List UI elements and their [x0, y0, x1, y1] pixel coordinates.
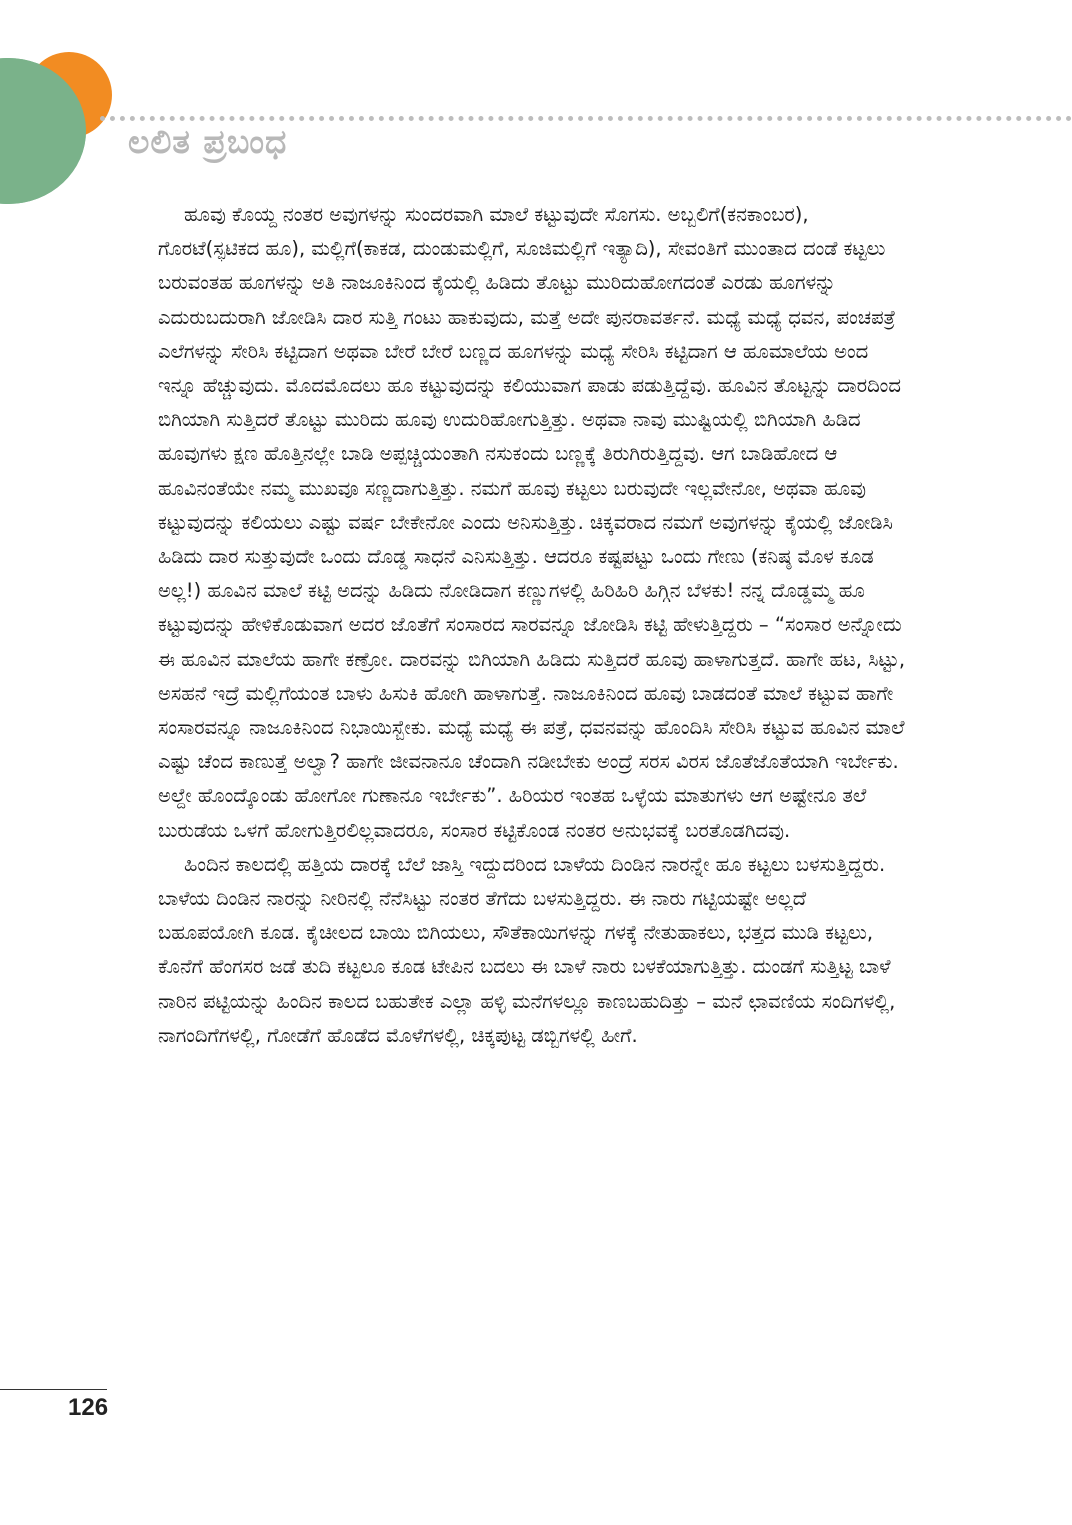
- paragraph-1: ಹೂವು ಕೊಯ್ದ ನಂತರ ಅವುಗಳನ್ನು ಸುಂದರವಾಗಿ ಮಾಲೆ ಕಟ್ಟುವುದೇ ಸೊಗಸು. ಅಬ್ಬಲಿಗೆ(ಕನಕಾಂಬರ), ಗೊರಟೆ(ಸ್ಫಟಿಕದ ಹೂ), ಮಲ್ಲಿಗೆ(ಕಾಕಡ, ದುಂಡುಮಲ್ಲಿಗೆ, ಸೂಜಿಮಲ್ಲಿಗೆ ಇತ್ಯಾದಿ), ಸೇವಂತಿಗೆ ಮುಂತಾದ ದಂಡೆ ಕಟ್ಟಲು ಬರುವಂತಹ ಹೂಗಳನ್ನು ಅತಿ ನಾಜೂಕಿನಿಂದ ಕೈಯಲ್ಲಿ ಹಿಡಿದು ತೊಟ್ಟು ಮುರಿದುಹೋಗದಂತೆ ಎರಡು ಹೂಗಳನ್ನು ಎದುರುಬದುರಾಗಿ ಜೋಡಿಸಿ ದಾರ ಸುತ್ತಿ ಗಂಟು ಹಾಕುವುದು, ಮತ್ತೆ ಅದೇ ಪುನರಾವರ್ತನೆ. ಮಧ್ಯೆ ಮಧ್ಯೆ ಧವನ, ಪಂಚಪತ್ರೆ ಎಲೆಗಳನ್ನು ಸೇರಿಸಿ ಕಟ್ಟಿದಾಗ ಅಥವಾ ಬೇರೆ ಬೇರೆ ಬಣ್ಣದ ಹೂಗಳನ್ನು ಮಧ್ಯೆ ಸೇರಿಸಿ ಕಟ್ಟಿದಾಗ ಆ ಹೂಮಾಲೆಯ ಅಂದ ಇನ್ನೂ ಹೆಚ್ಚುವುದು. ಮೊದಮೊದಲು ಹೂ ಕಟ್ಟುವುದನ್ನು ಕಲಿಯುವಾಗ ಪಾಡು ಪಡುತ್ತಿದ್ದೆವು. ಹೂವಿನ ತೊಟ್ಟನ್ನು ದಾರದಿಂದ ಬಿಗಿಯಾಗಿ ಸುತ್ತಿದರೆ ತೊಟ್ಟು ಮುರಿದು ಹೂವು ಉದುರಿಹೋಗುತ್ತಿತ್ತು. ಅಥವಾ ನಾವು ಮುಷ್ಟಿಯಲ್ಲಿ ಬಿಗಿಯಾಗಿ ಹಿಡಿದ ಹೂವುಗಳು ಕ್ಷಣ ಹೊತ್ತಿನಲ್ಲೇ ಬಾಡಿ ಅಪ್ಪಚ್ಚಿಯಂತಾಗಿ ನಸುಕಂದು ಬಣ್ಣಕ್ಕೆ ತಿರುಗಿರುತ್ತಿದ್ದವು. ಆಗ ಬಾಡಿಹೋದ ಆ ಹೂವಿನಂತೆಯೇ ನಮ್ಮ ಮುಖವೂ ಸಣ್ಣದಾಗುತ್ತಿತ್ತು. ನಮಗೆ ಹೂವು ಕಟ್ಟಲು ಬರುವುದೇ ಇಲ್ಲವೇನೋ, ಅಥವಾ ಹೂವು ಕಟ್ಟುವುದನ್ನು ಕಲಿಯಲು ಎಷ್ಟು ವರ್ಷ ಬೇಕೇನೋ ಎಂದು ಅನಿಸುತ್ತಿತ್ತು. ಚಿಕ್ಕವರಾದ ನಮಗೆ ಅವುಗಳನ್ನು ಕೈಯಲ್ಲಿ ಜೋಡಿಸಿ ಹಿಡಿದು ದಾರ ಸುತ್ತುವುದೇ ಒಂದು ದೊಡ್ಡ ಸಾಧನೆ ಎನಿಸುತ್ತಿತ್ತು. ಆದರೂ ಕಷ್ಟಪಟ್ಟು ಒಂದು ಗೇಣು (ಕನಿಷ್ಠ ಮೊಳ ಕೂಡ ಅಲ್ಲ!) ಹೂವಿನ ಮಾಲೆ ಕಟ್ಟಿ ಅದನ್ನು ಹಿಡಿದು ನೋಡಿದಾಗ ಕಣ್ಣುಗಳಲ್ಲಿ ಹಿರಿಹಿರಿ ಹಿಗ್ಗಿನ ಬೆಳಕು! ನನ್ನ ದೊಡ್ಡಮ್ಮ ಹೂ ಕಟ್ಟುವುದನ್ನು ಹೇಳಿಕೊಡುವಾಗ ಅದರ ಜೊತೆಗೆ ಸಂಸಾರದ ಸಾರವನ್ನೂ ಜೋಡಿಸಿ ಕಟ್ಟಿ ಹೇಳುತ್ತಿದ್ದರು – “ಸಂಸಾರ ಅನ್ನೋದು ಈ ಹೂವಿನ ಮಾಲೆಯ ಹಾಗೇ ಕಣ್ರೋ. ದಾರವನ್ನು ಬಿಗಿಯಾಗಿ ಹಿಡಿದು ಸುತ್ತಿದರೆ ಹೂವು ಹಾಳಾಗುತ್ತದೆ. ಹಾಗೇ ಹಟ, ಸಿಟ್ಟು, ಅಸಹನೆ ಇದ್ರೆ ಮಲ್ಲಿಗೆಯಂತ ಬಾಳು ಹಿಸುಕಿ ಹೋಗಿ ಹಾಳಾಗುತ್ತೆ. ನಾಜೂಕಿನಿಂದ ಹೂವು ಬಾಡದಂತೆ ಮಾಲೆ ಕಟ್ಟುವ ಹಾಗೇ ಸಂಸಾರವನ್ನೂ ನಾಜೂಕಿನಿಂದ ನಿಭಾಯಿಸ್ಬೇಕು. ಮಧ್ಯೆ ಮಧ್ಯೆ ಈ ಪತ್ರೆ, ಧವನವನ್ನು ಹೊಂದಿಸಿ ಸೇರಿಸಿ ಕಟ್ಟುವ ಹೂವಿನ ಮಾಲೆ ಎಷ್ಟು ಚೆಂದ ಕಾಣುತ್ತೆ ಅಲ್ವಾ? ಹಾಗೇ ಜೀವನಾನೂ ಚೆಂದಾಗಿ ನಡೀಬೇಕು ಅಂದ್ರೆ ಸರಸ ವಿರಸ ಜೊತೆಜೊತೆಯಾಗಿ ಇರ್ಬೇಕು. ಅಲ್ದೇ ಹೊಂದ್ಕೊಂಡು ಹೋಗೋ ಗುಣಾನೂ ಇರ್ಬೇಕು”. ಹಿರಿಯರ ಇಂತಹ ಒಳ್ಳೆಯ ಮಾತುಗಳು ಆಗ ಅಷ್ಟೇನೂ ತಲೆ ಬುರುಡೆಯ ಒಳಗೆ ಹೋಗುತ್ತಿರಲಿಲ್ಲವಾದರೂ, ಸಂಸಾರ ಕಟ್ಟಿಕೊಂಡ ನಂತರ ಅನುಭವಕ್ಕೆ ಬರತೊಡಗಿದವು.: [158, 203, 906, 842]
- article-body: [158, 198, 908, 1053]
- page-number: 126: [68, 1394, 109, 1421]
- header-dotted-rule: [100, 116, 1072, 121]
- section-title: ಲಲಿತ ಪ್ರಬಂಧ: [128, 122, 288, 161]
- footer-rule: [0, 1389, 107, 1390]
- paragraph-2: ಹಿಂದಿನ ಕಾಲದಲ್ಲಿ ಹತ್ತಿಯ ದಾರಕ್ಕೆ ಬೆಲೆ ಜಾಸ್ತಿ ಇದ್ದುದರಿಂದ ಬಾಳೆಯ ದಿಂಡಿನ ನಾರನ್ನೇ ಹೂ ಕಟ್ಟಲು ಬಳಸುತ್ತಿದ್ದರು. ಬಾಳೆಯ ದಿಂಡಿನ ನಾರನ್ನು ನೀರಿನಲ್ಲಿ ನೆನೆಸಿಟ್ಟು ನಂತರ ತೆಗೆದು ಬಳಸುತ್ತಿದ್ದರು. ಈ ನಾರು ಗಟ್ಟಿಯಷ್ಟೇ ಅಲ್ಲದೆ ಬಹೂಪಯೋಗಿ ಕೂಡ. ಕೈಚೀಲದ ಬಾಯಿ ಬಿಗಿಯಲು, ಸೌತೆಕಾಯಿಗಳನ್ನು ಗಳಕ್ಕೆ ನೇತುಹಾಕಲು, ಭತ್ತದ ಮುಡಿ ಕಟ್ಟಲು, ಕೊನೆಗೆ ಹೆಂಗಸರ ಜಡೆ ತುದಿ ಕಟ್ಟಲೂ ಕೂಡ ಟೇಪಿನ ಬದಲು ಈ ಬಾಳೆ ನಾರು ಬಳಕೆಯಾಗುತ್ತಿತ್ತು. ದುಂಡಗೆ ಸುತ್ತಿಟ್ಟ ಬಾಳೆ ನಾರಿನ ಪಟ್ಟಿಯನ್ನು ಹಿಂದಿನ ಕಾಲದ ಬಹುತೇಕ ಎಲ್ಲಾ ಹಳ್ಳಿ ಮನೆಗಳಲ್ಲೂ ಕಾಣಬಹುದಿತ್ತು – ಮನೆ ಛಾವಣಿಯ ಸಂದಿಗಳಲ್ಲಿ, ನಾಗಂದಿಗೆಗಳಲ್ಲಿ, ಗೋಡೆಗೆ ಹೊಡೆದ ಮೊಳೆಗಳಲ್ಲಿ, ಚಿಕ್ಕಪುಟ್ಟ ಡಬ್ಬಿಗಳಲ್ಲಿ ಹೀಗೆ.: [158, 852, 896, 1047]
